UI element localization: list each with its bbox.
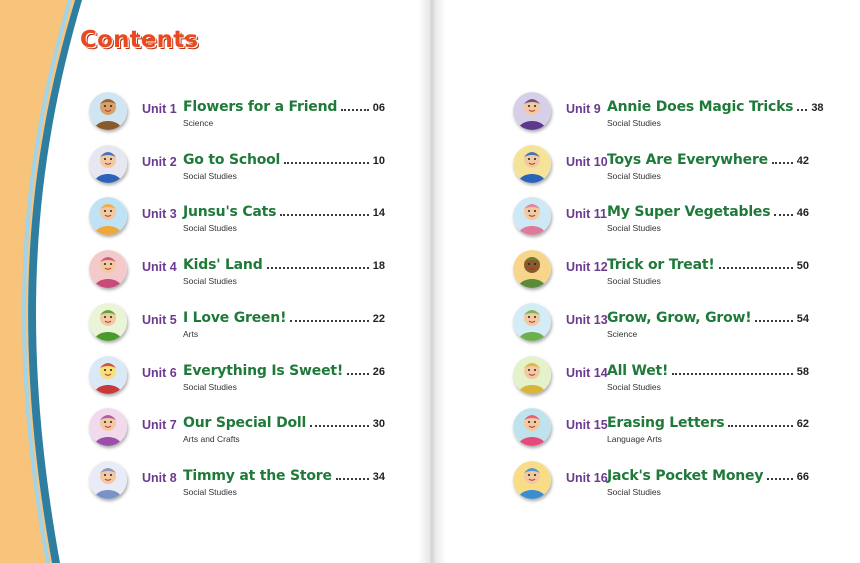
- title-line: [607, 468, 809, 484]
- boy-with-cat-icon: [89, 197, 127, 235]
- toc-entry: [513, 300, 809, 344]
- unit-label: Unit 13: [566, 312, 608, 327]
- unit-title: Trick or Treat!: [607, 257, 715, 274]
- unit-title: Junsu's Cats: [183, 204, 277, 221]
- unit-label: Unit 11: [566, 207, 607, 222]
- page-number: 58: [796, 365, 809, 378]
- page-number: 38: [811, 102, 824, 114]
- subject-label: Social Studies: [607, 276, 661, 287]
- page-number: 34: [372, 470, 385, 483]
- subject-label: Science: [183, 118, 214, 128]
- dot-leader: [310, 425, 369, 427]
- unit-title: Jack's Pocket Money: [607, 467, 764, 484]
- page-number: 14: [372, 207, 385, 220]
- unit-label: Unit 6: [142, 365, 177, 380]
- unit-title: Everything Is Sweet!: [183, 362, 344, 379]
- unit-title: Our Special Doll: [183, 415, 307, 432]
- dot-leader: [347, 373, 369, 375]
- page-number: 18: [372, 260, 385, 273]
- subject-label: Social Studies: [607, 381, 661, 392]
- unit-label: Unit 7: [142, 418, 177, 433]
- unit-title: Timmy at the Store: [183, 467, 332, 484]
- unit-label: Unit 2: [142, 154, 177, 169]
- piggy-bank-icon: [513, 461, 551, 499]
- dot-leader: [267, 267, 369, 269]
- toc-entry: [89, 89, 385, 133]
- page-number: 06: [372, 102, 385, 114]
- horse-icon: [89, 92, 127, 130]
- page-number: 66: [796, 470, 809, 483]
- subject-label: Language Arts: [607, 434, 662, 445]
- girl-with-doll-icon: [89, 408, 127, 446]
- unit-label: Unit 3: [142, 207, 177, 222]
- unit-title: I Love Green!: [183, 309, 287, 326]
- page-gutter: [418, 0, 446, 563]
- toc-entry: [513, 458, 809, 502]
- toc-entry: [89, 300, 385, 344]
- dot-leader: [672, 373, 793, 375]
- unit-label: Unit 14: [566, 365, 608, 380]
- dot-leader: [284, 162, 369, 164]
- toc-entry: [513, 247, 809, 291]
- unit-title: My Super Vegetables: [607, 204, 771, 221]
- title-line: [607, 310, 809, 326]
- unit-title: Annie Does Magic Tricks: [607, 99, 794, 115]
- subject-label: Social Studies: [607, 170, 661, 181]
- store-icon: [89, 461, 127, 499]
- unit-title: Kids' Land: [183, 257, 263, 274]
- toc-entry: [89, 142, 385, 186]
- gardening-boy-icon: [513, 303, 551, 341]
- subject-label: Social Studies: [183, 486, 237, 497]
- unit-label: Unit 16: [566, 470, 608, 485]
- dot-leader: [772, 162, 793, 164]
- unit-label: Unit 12: [566, 260, 608, 275]
- veggie-girl-icon: [513, 197, 551, 235]
- title-line: [607, 257, 809, 273]
- green-boy-icon: [89, 303, 127, 341]
- subject-label: Social Studies: [183, 170, 237, 181]
- page-number: 42: [796, 154, 809, 167]
- subject-label: Social Studies: [183, 276, 237, 287]
- title-line: [607, 204, 809, 220]
- dot-leader: [797, 109, 807, 111]
- toc-entry: [513, 353, 809, 397]
- title-line: [183, 257, 385, 273]
- dot-leader: [280, 214, 368, 216]
- page-number: 26: [372, 365, 385, 378]
- page-number: 22: [372, 312, 385, 325]
- writing-girl-icon: [513, 408, 551, 446]
- title-line: [183, 363, 385, 379]
- unit-title: Grow, Grow, Grow!: [607, 309, 752, 326]
- dot-leader: [341, 109, 369, 111]
- dot-leader: [719, 267, 793, 269]
- toy-boy-icon: [513, 145, 551, 183]
- toc-entry: [513, 142, 809, 186]
- unit-label: Unit 4: [142, 260, 177, 275]
- unit-label: Unit 5: [142, 312, 177, 327]
- page-number: 10: [372, 154, 385, 167]
- title-line: [183, 152, 385, 168]
- unit-title: Go to School: [183, 151, 281, 168]
- title-line: [607, 99, 824, 115]
- page-number: 46: [796, 207, 809, 220]
- subject-label: Social Studies: [183, 381, 237, 392]
- magician-icon: [513, 92, 551, 130]
- rain-girl-icon: [513, 356, 551, 394]
- title-line: [607, 363, 809, 379]
- toc-entry: [89, 353, 385, 397]
- title-line: [607, 415, 809, 431]
- unit-label: Unit 8: [142, 470, 177, 485]
- dot-leader: [755, 320, 792, 322]
- page-number: 30: [372, 418, 385, 431]
- unit-title: Erasing Letters: [607, 415, 725, 432]
- halloween-icon: [513, 250, 551, 288]
- subject-label: Science: [607, 328, 638, 339]
- dot-leader: [767, 478, 792, 480]
- unit-title: Toys Are Everywhere: [607, 151, 768, 168]
- toc-entry: [89, 247, 385, 291]
- unit-label: Unit 10: [566, 154, 608, 169]
- side-decoration: [0, 0, 90, 563]
- dot-leader: [728, 425, 792, 427]
- subject-label: Social Studies: [607, 223, 661, 234]
- dot-leader: [336, 478, 369, 480]
- title-line: [183, 468, 385, 484]
- dot-leader: [290, 320, 368, 322]
- title-line: [183, 415, 385, 431]
- toc-entry: [89, 458, 385, 502]
- unit-title: All Wet!: [607, 362, 669, 379]
- subject-label: Social Studies: [183, 223, 237, 234]
- toc-entry: [89, 194, 385, 238]
- unit-label: Unit 9: [566, 102, 601, 116]
- page-title: Contents: [80, 27, 199, 53]
- page-number: 50: [796, 260, 809, 273]
- page-number: 54: [796, 312, 809, 325]
- running-boy-icon: [89, 145, 127, 183]
- subject-label: Social Studies: [607, 486, 661, 497]
- subject-label: Social Studies: [607, 118, 661, 128]
- unit-label: Unit 15: [566, 418, 608, 433]
- subject-label: Arts and Crafts: [183, 434, 240, 445]
- page-number: 62: [796, 418, 809, 431]
- unit-label: Unit 1: [142, 102, 177, 116]
- toc-entry: [513, 405, 809, 449]
- title-line: [607, 152, 809, 168]
- toc-entry: [513, 194, 809, 238]
- subject-label: Arts: [183, 328, 199, 339]
- title-line: [183, 204, 385, 220]
- toc-entry: [89, 405, 385, 449]
- toc-entry: [513, 89, 824, 133]
- candy-shop-icon: [89, 356, 127, 394]
- unit-title: Flowers for a Friend: [183, 99, 338, 115]
- title-line: [183, 310, 385, 326]
- dot-leader: [774, 214, 792, 216]
- title-line: [183, 99, 385, 115]
- kids-icon: [89, 250, 127, 288]
